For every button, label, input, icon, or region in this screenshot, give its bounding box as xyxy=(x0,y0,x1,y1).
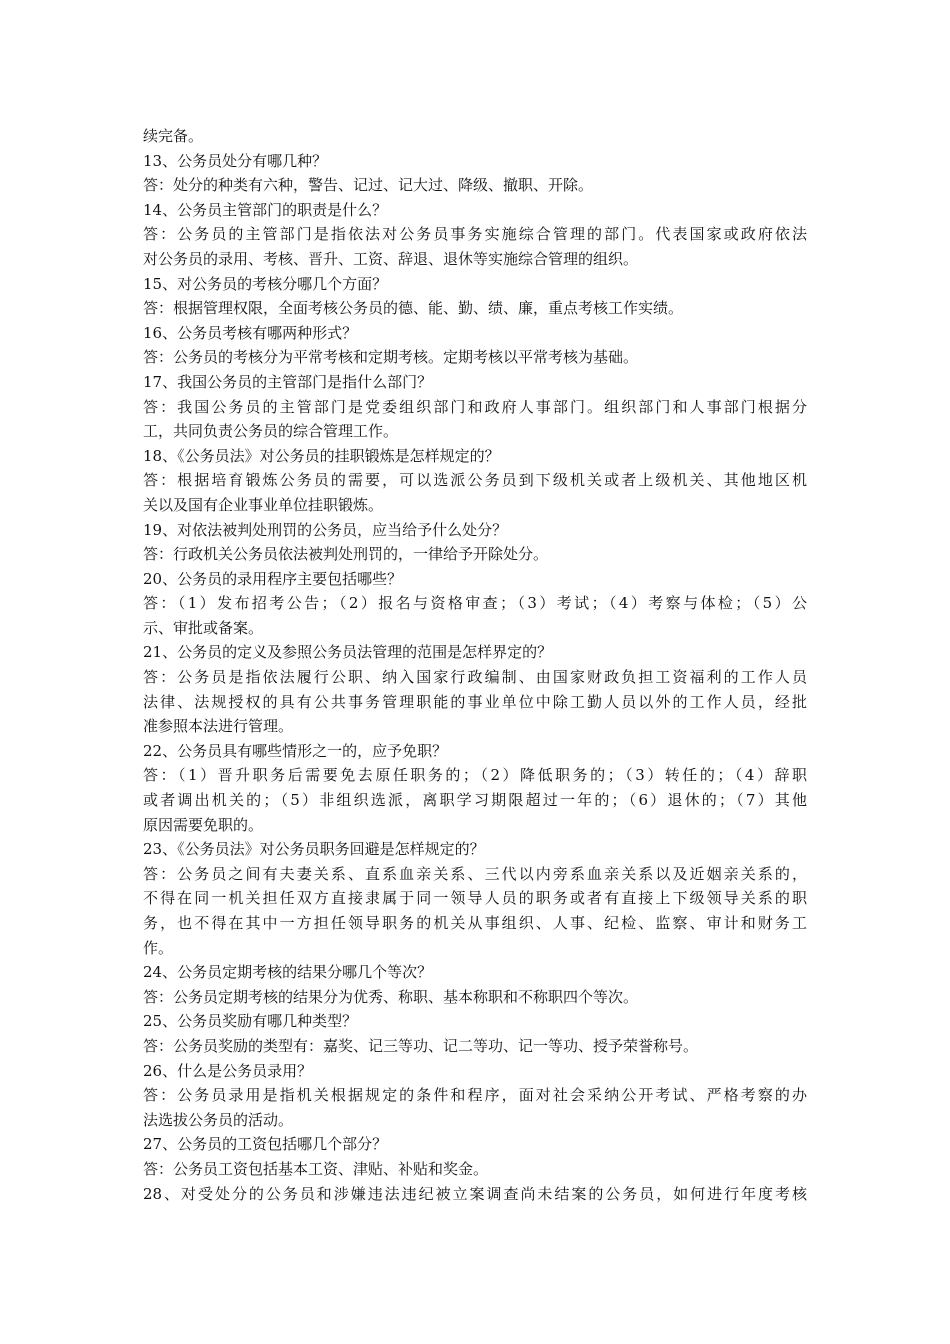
text-line: 26、什么是公务员录用？ xyxy=(143,1061,313,1080)
text-line: 16、公务员考核有哪两种形式？ xyxy=(143,323,358,342)
text-line: 答：公务员工资包括基本工资、津贴、补贴和奖金。 xyxy=(143,1159,489,1178)
text-line: 或者调出机关的；（5）非组织选派，离职学习期限超过一年的；（6）退休的；（7）其他 xyxy=(143,791,807,810)
text-line: 25、公务员奖励有哪几种类型？ xyxy=(143,1012,358,1031)
text-line: 答：我国公务员的主管部门是党委组织部门和政府人事部门。组织部门和人事部门根据分 xyxy=(143,397,807,416)
text-line: 28、对受处分的公务员和涉嫌违法违纪被立案调查尚未结案的公务员，如何进行年度考核 xyxy=(143,1184,807,1203)
text-line: 答：公务员录用是指机关根据规定的条件和程序，面对社会采纳公开考试、严格考察的办 xyxy=(143,1086,807,1105)
text-line: 22、公务员具有哪些情形之一的，应予免职？ xyxy=(143,741,448,760)
text-line: 关以及国有企业事业单位挂职锻炼。 xyxy=(143,495,384,514)
text-line: 务，也不得在其中一方担任领导职务的机关从事组织、人事、纪检、监察、审计和财务工 xyxy=(143,914,807,932)
document-body xyxy=(143,124,807,1206)
text-line: 答：公务员奖励的类型有：嘉奖、记三等功、记二等功、记一等功、授予荣誉称号。 xyxy=(143,1036,699,1055)
text-line: 20、公务员的录用程序主要包括哪些？ xyxy=(143,569,403,588)
text-line: 不得在同一机关担任双方直接隶属于同一领导人员的职务或者有直接上下级领导关系的职 xyxy=(143,889,807,908)
text-line: 13、公务员处分有哪几种？ xyxy=(143,151,328,170)
text-line: 示、审批或备案。 xyxy=(143,618,264,637)
text-line: 17、我国公务员的主管部门是指什么部门？ xyxy=(143,372,433,391)
text-line: 24、公务员定期考核的结果分哪几个等次？ xyxy=(143,963,433,982)
text-line: 答：根据培育锻炼公务员的需要，可以选派公务员到下级机关或者上级机关、其他地区机 xyxy=(143,471,807,490)
text-line: 答：根据管理权限，全面考核公务员的德、能、勤、绩、廉，重点考核工作实绩。 xyxy=(143,299,684,318)
text-line: 法律、法规授权的具有公共事务管理职能的事业单位中除工勤人员以外的工作人员，经批 xyxy=(143,692,807,711)
text-line: 续完备。 xyxy=(143,127,204,145)
text-line: 答：公务员之间有夫妻关系、直系血亲关系、三代以内旁系血亲关系以及近姻亲关系的， xyxy=(143,864,807,883)
text-line: 答：公务员定期考核的结果分为优秀、称职、基本称职和不称职四个等次。 xyxy=(143,987,639,1006)
text-line: 准参照本法进行管理。 xyxy=(143,717,294,736)
text-line: 答：公务员是指依法履行公职、纳入国家行政编制、由国家财政负担工资福利的工作人员 xyxy=(143,668,807,687)
text-line: 作。 xyxy=(143,938,174,957)
text-line: 工，共同负责公务员的综合管理工作。 xyxy=(143,422,399,441)
text-line: 法选拔公务员的活动。 xyxy=(143,1110,294,1129)
text-line: 答：公务员的考核分为平常考核和定期考核。定期考核以平常考核为基础。 xyxy=(143,348,639,367)
text-line: 14、公务员主管部门的职责是什么？ xyxy=(143,200,388,219)
text-line: 18、《公务员法》对公务员的挂职锻炼是怎样规定的？ xyxy=(143,446,500,465)
text-line: 答：（1）发布招考公告；（2）报名与资格审查；（3）考试；（4）考察与体检；（5）公 xyxy=(143,594,807,613)
text-line: 23、《公务员法》对公务员职务回避是怎样规定的？ xyxy=(143,840,485,859)
text-line: 答：公务员的主管部门是指依法对公务员事务实施综合管理的部门。代表国家或政府依法 xyxy=(143,225,807,244)
text-line: 答：（1）晋升职务后需要免去原任职务的；（2）降低职务的；（3）转任的；（4）辞职 xyxy=(143,766,807,785)
text-line: 答：处分的种类有六种，警告、记过、记大过、降级、撤职、开除。 xyxy=(143,176,594,195)
text-line: 27、公务员的工资包括哪几个部分？ xyxy=(143,1135,388,1154)
text-line: 答：行政机关公务员依法被判处刑罚的，一律给予开除处分。 xyxy=(143,545,549,564)
text-line: 15、对公务员的考核分哪几个方面？ xyxy=(143,274,388,293)
text-line: 对公务员的录用、考核、晋升、工资、辞退、退休等实施综合管理的组织。 xyxy=(143,249,639,268)
text-line: 原因需要免职的。 xyxy=(143,815,264,834)
text-line: 21、公务员的定义及参照公务员法管理的范围是怎样界定的？ xyxy=(143,643,553,662)
text-line: 19、对依法被判处刑罚的公务员，应当给予什么处分？ xyxy=(143,520,508,539)
